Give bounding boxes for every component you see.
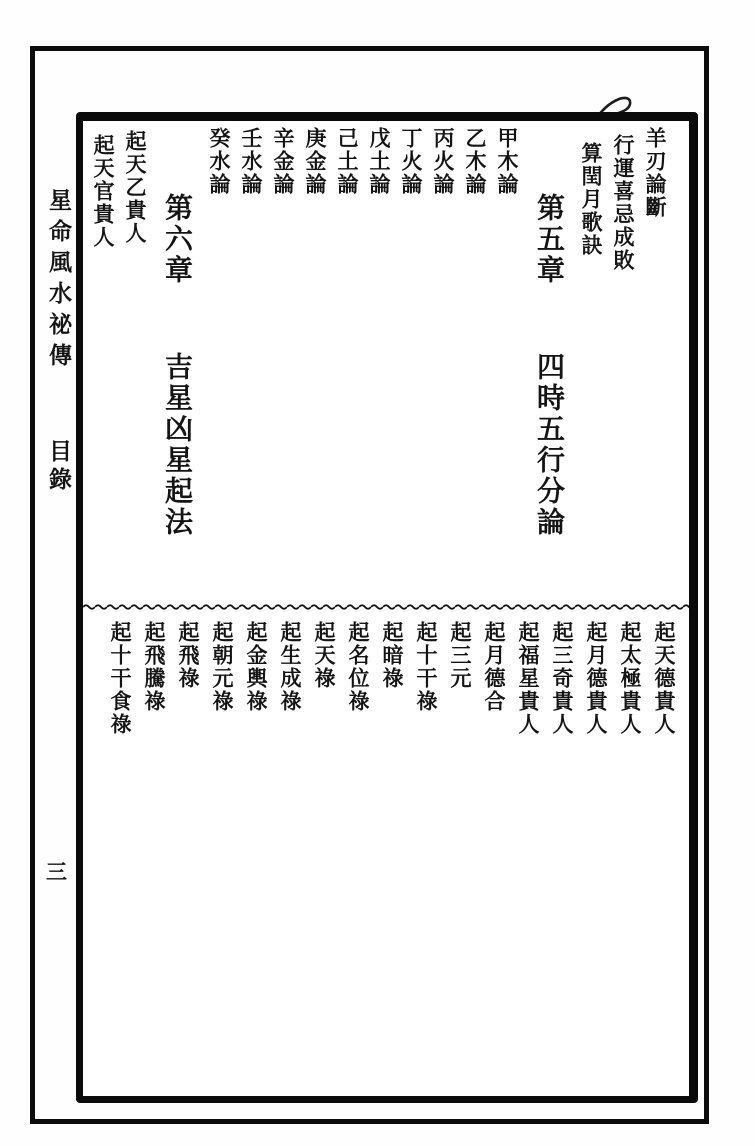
toc-entry: 起三奇貴人 — [550, 621, 575, 736]
toc-entry: 起朝元祿 — [210, 621, 235, 713]
toc-entry: 起天德貴人 — [652, 621, 677, 736]
wavy-divider — [83, 603, 689, 611]
toc-entry: 起飛騰祿 — [142, 621, 167, 713]
section-label: 目錄 — [45, 439, 72, 495]
toc-entry: 算閏月歌訣 — [579, 142, 604, 257]
margin-book-title — [40, 188, 76, 495]
chapter-6-label: 第六章 — [161, 193, 194, 286]
toc-entry: 起月德合 — [482, 621, 507, 713]
content-frame — [76, 112, 698, 1103]
toc-entry: 丙火論 — [431, 127, 456, 196]
toc-entry: 起月德貴人 — [584, 621, 609, 736]
chapter-6-title: 吉星凶星起法 — [161, 352, 194, 538]
toc-entry: 羊刃論斷 — [643, 127, 668, 219]
chapter-5-label: 第五章 — [533, 193, 566, 286]
toc-entry: 起生成祿 — [278, 621, 303, 713]
toc-entry: 癸水論 — [207, 127, 232, 196]
toc-bottom-section — [83, 611, 689, 1146]
toc-entry: 起天乙貴人 — [123, 130, 148, 245]
toc-entry: 行運喜忌成敗 — [611, 134, 636, 272]
toc-top-section — [83, 121, 689, 603]
chapter-5-title: 四時五行分論 — [533, 352, 566, 538]
toc-bottom-vertical-flow — [103, 621, 681, 1146]
toc-entry: 起太極貴人 — [618, 621, 643, 736]
toc-entry: 庚金論 — [303, 127, 328, 196]
toc-entry: 起十干食祿 — [108, 621, 133, 736]
chapter-6-heading — [151, 121, 203, 603]
toc-entry: 起三元 — [448, 621, 473, 690]
toc-entry: 起暗祿 — [380, 621, 405, 690]
toc-entry: 起十干祿 — [414, 621, 439, 713]
toc-entry: 起天祿 — [312, 621, 337, 690]
book-title: 星命風水祕傳 — [45, 188, 72, 374]
toc-top-vertical-flow — [87, 121, 671, 603]
chapter-5-heading — [523, 121, 575, 603]
toc-entry: 起天官貴人 — [91, 134, 116, 249]
toc-entry: 起飛祿 — [176, 621, 201, 690]
toc-entry: 乙木論 — [463, 127, 488, 196]
toc-entry: 戊土論 — [367, 127, 392, 196]
toc-entry: 辛金論 — [271, 127, 296, 196]
toc-entry: 起福星貴人 — [516, 621, 541, 736]
toc-entry: 起金輿祿 — [244, 621, 269, 713]
toc-entry: 壬水論 — [239, 127, 264, 196]
toc-entry: 起名位祿 — [346, 621, 371, 713]
page-number: 三 — [46, 859, 67, 884]
toc-entry: 甲木論 — [495, 127, 520, 196]
toc-entry: 己土論 — [335, 127, 360, 196]
toc-entry: 丁火論 — [399, 127, 424, 196]
